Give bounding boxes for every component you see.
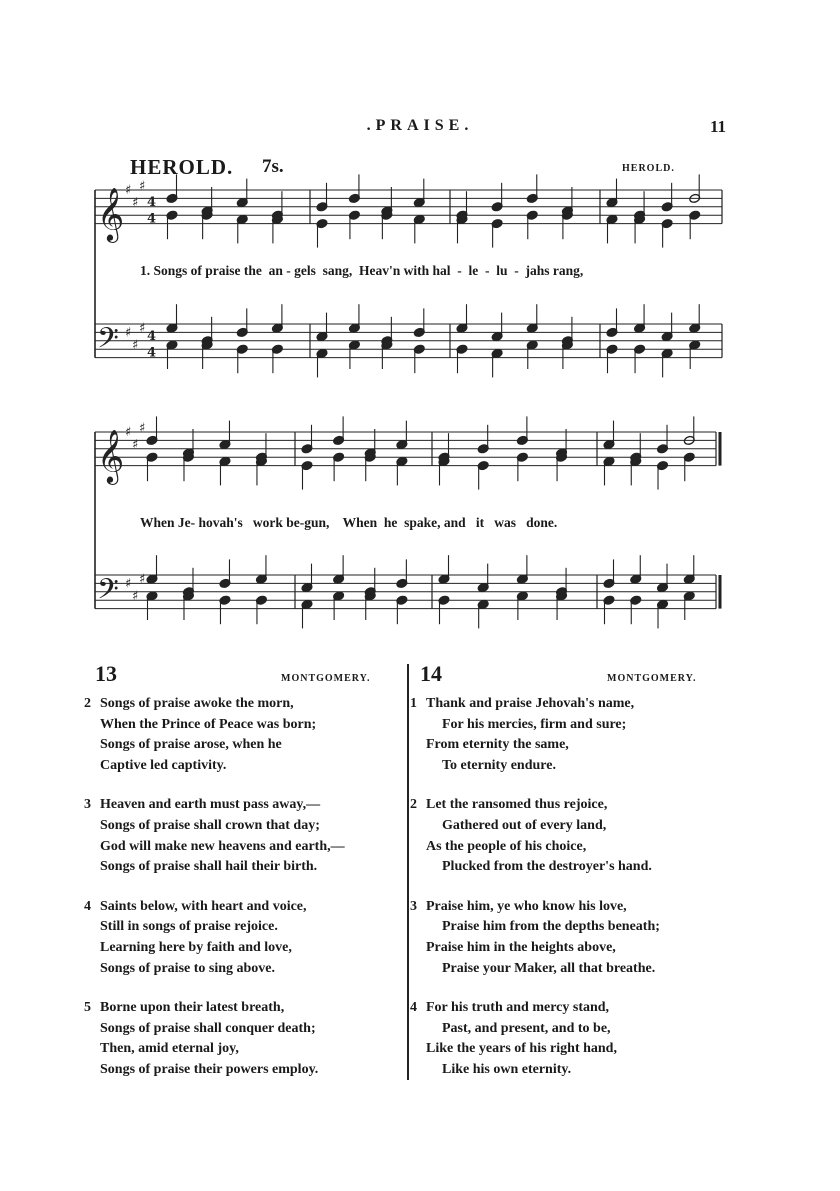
lyrics-line-1: 1. Songs of praise the an - gels sang, Heav'n with hal - le - lu - jahs rang, bbox=[140, 263, 584, 278]
verse-number: 4 bbox=[84, 898, 91, 914]
column-divider bbox=[407, 664, 409, 1080]
stanza-line bbox=[84, 715, 404, 736]
hymn-number: 13 bbox=[95, 661, 117, 686]
stanza-line bbox=[410, 1060, 740, 1081]
stanza-line bbox=[410, 816, 740, 837]
stanza-text: Songs of praise shall conquer death; bbox=[100, 1020, 316, 1036]
stanza-text: Still in songs of praise rejoice. bbox=[100, 919, 278, 935]
stanza-line bbox=[84, 959, 404, 980]
stanza-text: Songs of praise to sing above. bbox=[100, 960, 276, 976]
stanza-text: Heaven and earth must pass away,— bbox=[100, 797, 321, 813]
verse-number: 1 bbox=[410, 696, 417, 711]
stanza-line bbox=[410, 1039, 740, 1060]
verse-number: 2 bbox=[84, 696, 91, 711]
tune-name-right: HEROLD. bbox=[622, 163, 675, 174]
stanza-text: Praise him in the heights above, bbox=[426, 939, 616, 955]
stanza-line bbox=[84, 694, 404, 715]
stanza-line bbox=[84, 897, 404, 918]
stanza-line bbox=[410, 795, 740, 816]
time-signature: 4 bbox=[147, 328, 157, 344]
stanza-text: Past, and present, and to be, bbox=[442, 1020, 611, 1036]
stanza-text: Borne upon their latest breath, bbox=[100, 1000, 285, 1016]
stanza-text: When the Prince of Peace was born; bbox=[100, 716, 317, 732]
stanza-text: Praise him, ye who know his love, bbox=[426, 898, 627, 914]
stanza-text: As the people of his choice, bbox=[426, 838, 587, 854]
stanza bbox=[84, 795, 404, 877]
time-signature: 4 bbox=[147, 345, 157, 361]
stanza-line bbox=[410, 735, 740, 756]
stanza-line bbox=[410, 938, 740, 959]
music-system-1 bbox=[0, 0, 840, 400]
sharp-sign: ♯ bbox=[125, 325, 132, 341]
stanza-line bbox=[410, 959, 740, 980]
sharp-sign: ♯ bbox=[139, 178, 146, 194]
stanza bbox=[84, 998, 404, 1080]
sharp-sign: ♯ bbox=[139, 321, 146, 337]
time-signature: 4 bbox=[147, 194, 157, 210]
stanza-line bbox=[84, 998, 404, 1019]
stanza-line bbox=[84, 857, 404, 878]
time-signature: 4 bbox=[147, 211, 157, 227]
stanza-line bbox=[84, 816, 404, 837]
tune-meter: 7s. bbox=[262, 156, 284, 177]
stanza-line bbox=[410, 897, 740, 918]
stanza-text: Then, amid eternal joy, bbox=[100, 1041, 239, 1057]
hymn-author: MONTGOMERY. bbox=[281, 673, 371, 684]
treble-clef: 𝄞 bbox=[97, 186, 125, 241]
sharp-sign: ♯ bbox=[139, 420, 146, 436]
stanza bbox=[84, 897, 404, 979]
stanza-line bbox=[84, 756, 404, 777]
stanza-line bbox=[84, 837, 404, 858]
stanza-text: God will make new heavens and earth,— bbox=[100, 838, 345, 854]
stanza-text: Praise your Maker, all that breathe. bbox=[442, 960, 656, 976]
stanza-line bbox=[410, 1019, 740, 1040]
stanza-line bbox=[84, 938, 404, 959]
verse-number: 3 bbox=[410, 898, 417, 914]
stanza-text: Like the years of his right hand, bbox=[426, 1041, 617, 1057]
stanza bbox=[84, 694, 404, 776]
tune-title: HEROLD. bbox=[130, 155, 234, 179]
stanza bbox=[410, 795, 740, 877]
stanza-line bbox=[84, 1060, 404, 1081]
sharp-sign: ♯ bbox=[125, 183, 132, 198]
sharp-sign: ♯ bbox=[132, 437, 139, 453]
stanza-text: For his truth and mercy stand, bbox=[426, 1000, 610, 1016]
stanza bbox=[410, 998, 740, 1080]
stanza-line bbox=[410, 694, 740, 715]
stanza-line bbox=[410, 857, 740, 878]
verse-number: 2 bbox=[410, 797, 417, 813]
sharp-sign: ♯ bbox=[132, 338, 139, 353]
stanza-line bbox=[84, 1039, 404, 1060]
stanza-line bbox=[410, 998, 740, 1019]
hymn-14-stanzas bbox=[410, 694, 740, 1100]
hymn-13-stanzas bbox=[84, 694, 404, 1100]
stanza-text: Let the ransomed thus rejoice, bbox=[426, 797, 608, 813]
stanza-text: Gathered out of every land, bbox=[442, 817, 607, 833]
stanza-line bbox=[410, 917, 740, 938]
stanza-text: Songs of praise awoke the morn, bbox=[100, 696, 294, 711]
stanza-text: Like his own eternity. bbox=[442, 1061, 572, 1077]
stanza-text: From eternity the same, bbox=[426, 737, 569, 753]
bass-clef: 𝄢 bbox=[97, 573, 119, 614]
lyrics-line-2: When Je- hovah's work be-gun, When he spake, and it was done. bbox=[140, 515, 558, 530]
stanza-text: Songs of praise their powers employ. bbox=[100, 1061, 319, 1077]
stanza-text: Plucked from the destroyer's hand. bbox=[442, 859, 652, 875]
stanza-text: Thank and praise Jehovah's name, bbox=[426, 696, 635, 711]
sharp-sign: ♯ bbox=[125, 576, 132, 592]
page-number: 11 bbox=[709, 117, 726, 136]
stanza-text: For his mercies, firm and sure; bbox=[442, 716, 627, 732]
verse-number: 5 bbox=[84, 1000, 91, 1016]
stanza-text: Learning here by faith and love, bbox=[100, 939, 292, 955]
sharp-sign: ♯ bbox=[132, 589, 139, 604]
stanza bbox=[410, 897, 740, 979]
verse-number: 4 bbox=[410, 1000, 417, 1016]
stanza-text: Songs of praise shall hail their birth. bbox=[100, 859, 318, 875]
running-head: .PRAISE. bbox=[366, 117, 474, 134]
stanza-line bbox=[410, 715, 740, 736]
stanza-text: Saints below, with heart and voice, bbox=[100, 898, 307, 914]
stanza-text: Praise him from the depths beneath; bbox=[442, 919, 660, 935]
stanza-line bbox=[84, 795, 404, 816]
stanza-text: To eternity endure. bbox=[442, 757, 556, 773]
stanza-line bbox=[410, 837, 740, 858]
stanza bbox=[410, 694, 740, 776]
stanza-text: Captive led captivity. bbox=[100, 757, 227, 773]
verse-number: 3 bbox=[84, 797, 91, 813]
stanza-line bbox=[84, 917, 404, 938]
stanza-text: Songs of praise arose, when he bbox=[100, 737, 282, 753]
stanza-text: Songs of praise shall crown that day; bbox=[100, 817, 320, 833]
stanza-line bbox=[84, 1019, 404, 1040]
hymn-number: 14 bbox=[420, 661, 442, 686]
hymn-author: MONTGOMERY. bbox=[607, 673, 697, 684]
stanza-line bbox=[410, 756, 740, 777]
sharp-sign: ♯ bbox=[139, 572, 146, 588]
bass-clef: 𝄢 bbox=[97, 322, 119, 363]
sharp-sign: ♯ bbox=[125, 425, 132, 440]
treble-clef: 𝄞 bbox=[97, 428, 125, 483]
sharp-sign: ♯ bbox=[132, 195, 139, 211]
stanza-line bbox=[84, 735, 404, 756]
